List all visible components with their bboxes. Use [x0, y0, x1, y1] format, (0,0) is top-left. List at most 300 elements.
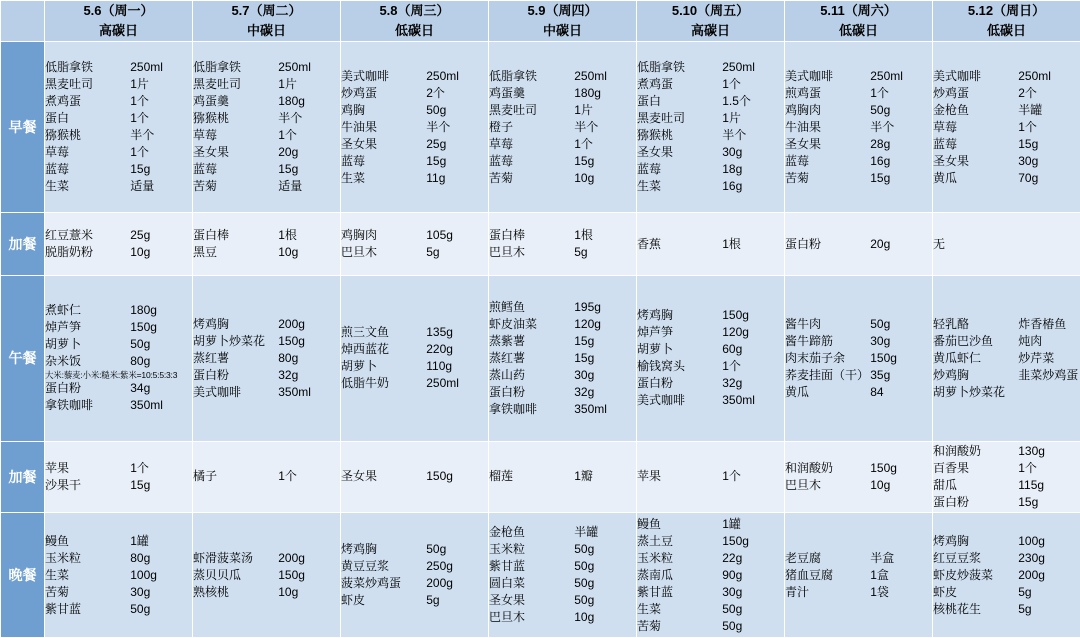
item-row: [489, 367, 636, 384]
item-qty: 100g: [130, 567, 157, 582]
item-row: [637, 341, 784, 358]
item-qty: 350ml: [278, 384, 311, 399]
item-list: [45, 302, 192, 415]
header-date-4: 5.10（周五）: [671, 3, 750, 18]
item-name: 圣女果: [489, 593, 526, 608]
item-row: [489, 350, 636, 367]
item-name: 蒸贝贝瓜: [193, 567, 242, 582]
item-name: 鸡蛋羹: [193, 94, 230, 109]
item-name: 煎三文鱼: [341, 325, 390, 340]
item-qty: 15g: [130, 477, 151, 492]
item-qty: 150g: [870, 460, 897, 475]
item-name: 番茄巴沙鱼: [933, 333, 994, 348]
header-day-1: [193, 1, 341, 42]
item-name: 黑麦吐司: [637, 111, 686, 126]
item-qty: 1根: [278, 228, 297, 242]
item-row: [193, 161, 340, 178]
item-row: [785, 119, 932, 136]
item-row: [933, 236, 1080, 253]
item-list: [341, 468, 488, 485]
item-row: [489, 384, 636, 401]
item-qty: 2个: [1018, 85, 1037, 100]
item-name: 美式咖啡: [637, 393, 686, 408]
meal-cell-4-4: [637, 513, 785, 638]
item-qty: 1片: [574, 102, 593, 117]
item-row: [341, 136, 488, 153]
item-row: [193, 316, 340, 333]
item-qty: 1个: [1018, 460, 1037, 475]
item-name: 拿铁咖啡: [45, 398, 94, 413]
item-qty: 180g: [278, 94, 305, 109]
item-row: [637, 144, 784, 161]
item-name: 炒鸡蛋: [933, 85, 970, 100]
item-qty: 15g: [574, 153, 595, 168]
item-qty: 80g: [278, 350, 299, 365]
item-qty: 5g: [426, 593, 440, 608]
item-list: [489, 227, 636, 261]
item-row: [341, 85, 488, 102]
corner-cell: [1, 1, 45, 42]
item-row: [341, 575, 488, 592]
item-row: [341, 592, 488, 609]
item-qty: 炒芹菜: [1018, 350, 1055, 365]
item-qty: 1个: [722, 469, 741, 484]
item-name: 脱脂奶粉: [45, 245, 94, 260]
item-name: 黑麦吐司: [45, 77, 94, 92]
item-name: 虾滑菠菜汤: [193, 550, 254, 565]
header-date-5: 5.11（周六）: [820, 3, 897, 18]
item-name: 蒸红薯: [193, 350, 230, 365]
item-name: 黄豆豆浆: [341, 559, 390, 574]
meal-cell-2-1: [193, 275, 341, 441]
item-name: 苦菊: [637, 618, 662, 633]
item-row: [489, 333, 636, 350]
meal-cell-2-6: [933, 275, 1080, 441]
item-row: [489, 541, 636, 558]
item-list: [933, 236, 1080, 253]
item-row: [933, 367, 1080, 384]
item-row: [45, 397, 192, 414]
item-name: 蛋白棒: [489, 228, 526, 242]
item-qty: 30g: [130, 584, 151, 599]
item-qty: 半个: [722, 128, 747, 143]
item-row: [785, 153, 932, 170]
item-qty: 130g: [1018, 443, 1045, 458]
item-row: [933, 550, 1080, 567]
item-name: 炒鸡胸: [933, 367, 970, 382]
item-name: 巴旦木: [489, 245, 526, 260]
item-qty: [1018, 384, 1080, 401]
item-qty: 35g: [870, 367, 891, 382]
item-qty: 5g: [1018, 584, 1032, 599]
item-name: 蛋白粉: [933, 494, 970, 509]
item-qty: 60g: [722, 342, 743, 357]
item-name: 蛋白粉: [637, 376, 674, 391]
item-name: 草莓: [193, 128, 218, 143]
item-name: 老豆腐: [785, 550, 822, 565]
item-list: [785, 550, 932, 601]
item-name: 圣女果: [341, 136, 378, 151]
item-row: [637, 584, 784, 601]
item-row: [45, 353, 192, 370]
item-qty: 半罐: [1018, 102, 1043, 117]
item-qty: 1个: [722, 77, 741, 92]
item-name: 轻乳酪: [933, 316, 970, 331]
item-row: [45, 319, 192, 336]
item-qty: 半个: [870, 119, 895, 134]
item-name: 和润酸奶: [933, 443, 982, 458]
item-row: [45, 161, 192, 178]
item-name: 低脂拿铁: [45, 60, 94, 75]
item-row: [933, 136, 1080, 153]
item-name: 草莓: [489, 136, 514, 151]
item-name: 肉末茄子余: [785, 350, 846, 365]
item-name: 蓝莓: [45, 162, 70, 177]
item-list: [193, 316, 340, 401]
item-qty: 115g: [1018, 477, 1045, 492]
item-qty: 1罐: [130, 533, 149, 548]
item-qty: 1盒: [870, 567, 889, 582]
header-day-2: [341, 1, 489, 42]
meal-cell-1-2: [341, 213, 489, 275]
item-qty: 32g: [722, 376, 743, 391]
item-qty: 50g: [574, 576, 595, 591]
item-row: [785, 333, 932, 350]
item-qty: 50g: [722, 618, 743, 633]
item-name: 杂米饭: [45, 353, 82, 368]
item-qty: 150g: [278, 333, 305, 348]
item-row: [193, 350, 340, 367]
item-name: 紫甘蓝: [637, 584, 674, 599]
item-name: 蛋白粉: [785, 236, 822, 251]
item-name: 和润酸奶: [785, 460, 834, 475]
item-qty: 150g: [278, 567, 305, 582]
item-row: [637, 618, 784, 635]
item-name: 榆钱窝头: [637, 359, 686, 374]
item-row: [785, 477, 932, 494]
item-row: [933, 85, 1080, 102]
item-row: [785, 550, 932, 567]
item-qty: 110g: [426, 359, 453, 374]
header-type-5: 低碳日: [838, 23, 878, 39]
item-name: 红豆薏米: [45, 228, 94, 242]
item-name: 蛋白粉: [45, 381, 82, 396]
item-row: [193, 93, 340, 110]
item-qty: 32g: [574, 384, 595, 399]
item-row: [785, 102, 932, 119]
item-name: 荞麦挂面（干）: [785, 367, 870, 382]
item-name: 圣女果: [933, 153, 970, 168]
item-qty: 1片: [722, 111, 741, 126]
item-row: [785, 236, 932, 253]
item-qty: 180g: [574, 85, 601, 100]
item-row: [637, 324, 784, 341]
item-row: [489, 609, 636, 626]
item-qty: 1片: [278, 77, 297, 92]
meal-cell-1-6: [933, 213, 1080, 275]
item-list: [785, 236, 932, 253]
item-qty: 50g: [870, 102, 891, 117]
item-qty: 25g: [426, 136, 447, 151]
item-qty: 适量: [130, 179, 155, 194]
item-name: 猕猴桃: [45, 128, 82, 143]
item-name: 香蕉: [637, 236, 662, 251]
item-name: 蛋白粉: [489, 384, 526, 399]
item-qty: 1个: [278, 469, 297, 484]
meal-cell-1-1: [193, 213, 341, 275]
item-row: [341, 358, 488, 375]
meal-cell-3-6: [933, 441, 1080, 513]
item-name: 蓝莓: [637, 162, 662, 177]
item-name: 蒸红薯: [489, 350, 526, 365]
item-list: [341, 68, 488, 187]
item-row: [489, 68, 636, 85]
item-name: 生菜: [341, 170, 366, 185]
item-qty: 半个: [426, 119, 451, 134]
item-row: [341, 244, 488, 261]
item-name: 玉米粒: [45, 550, 82, 565]
item-qty: 34g: [130, 381, 151, 396]
item-row: [341, 468, 488, 485]
meal-cell-3-4: [637, 441, 785, 513]
item-name: 苦菊: [785, 170, 810, 185]
item-row: [341, 227, 488, 244]
item-name: 低脂拿铁: [193, 60, 242, 75]
item-name: 紫甘蓝: [489, 559, 526, 574]
meal-cell-0-0: [45, 42, 193, 213]
item-row: [933, 68, 1080, 85]
item-row: [489, 401, 636, 418]
item-row: [933, 350, 1080, 367]
item-qty: 30g: [574, 367, 595, 382]
item-qty: 90g: [722, 567, 743, 582]
item-qty: 20g: [278, 145, 299, 160]
item-list: [637, 59, 784, 195]
item-qty: 250ml: [426, 376, 459, 391]
item-name: 鸡胸肉: [341, 228, 378, 242]
item-qty: 15g: [574, 333, 595, 348]
item-row: [489, 136, 636, 153]
item-row: [341, 341, 488, 358]
item-qty: 10g: [574, 610, 595, 625]
item-row: [45, 227, 192, 244]
item-name: 紫甘蓝: [45, 601, 82, 616]
meal-cell-2-4: [637, 275, 785, 441]
item-name: 沙果干: [45, 477, 82, 492]
meal-label-2: 午餐: [1, 275, 45, 441]
item-row: [193, 550, 340, 567]
item-qty: 84: [870, 384, 884, 399]
item-name: 猕猴桃: [193, 111, 230, 126]
meal-cell-2-5: [785, 275, 933, 441]
item-qty: 50g: [574, 542, 595, 557]
item-name: 胡萝卜炒菜花: [193, 333, 266, 348]
item-qty: 120g: [574, 316, 601, 331]
item-row: [933, 153, 1080, 170]
item-list: [637, 236, 784, 253]
item-row: [45, 144, 192, 161]
item-name: 圣女果: [193, 145, 230, 160]
meal-cell-2-0: [45, 275, 193, 441]
item-row: [193, 244, 340, 261]
item-name: 玉米粒: [637, 550, 674, 565]
item-name: 圆白菜: [489, 576, 526, 591]
meal-row-2: [1, 275, 1080, 441]
item-name: 焯芦笋: [45, 319, 82, 334]
item-qty: 350ml: [722, 393, 755, 408]
item-list: [637, 307, 784, 409]
item-row: [45, 244, 192, 261]
item-qty: 10g: [130, 245, 151, 260]
meal-label-1: 加餐: [1, 213, 45, 275]
item-qty: 半罐: [574, 525, 599, 540]
header-type-0: 高碳日: [98, 23, 138, 39]
meal-cell-0-1: [193, 42, 341, 213]
item-row: [489, 592, 636, 609]
meal-cell-1-4: [637, 213, 785, 275]
item-name: 低脂拿铁: [489, 68, 538, 83]
item-list: [489, 299, 636, 418]
item-row: [489, 575, 636, 592]
meal-cell-4-5: [785, 513, 933, 638]
item-name: 焯西蓝花: [341, 342, 390, 357]
item-row: [341, 153, 488, 170]
item-qty: 15g: [426, 153, 447, 168]
item-name: 蛋白粉: [193, 367, 230, 382]
item-name: 煎鸡蛋: [785, 85, 822, 100]
item-name: 黄瓜: [785, 384, 810, 399]
item-row: [45, 76, 192, 93]
meal-cell-4-6: [933, 513, 1080, 638]
item-name: 煮虾仁: [45, 302, 82, 317]
item-row: [489, 558, 636, 575]
item-name: 红豆豆浆: [933, 550, 982, 565]
item-list: [933, 68, 1080, 187]
item-row: [341, 375, 488, 392]
item-qty: 1.5个: [722, 94, 751, 109]
item-row: [193, 76, 340, 93]
meal-row-4: [1, 513, 1080, 638]
item-row: [933, 170, 1080, 187]
item-row: [341, 170, 488, 187]
item-qty: 炸香椿鱼: [1018, 316, 1067, 331]
item-row: [45, 302, 192, 319]
meal-label-4: 晚餐: [1, 513, 45, 638]
item-name: 鸡胸肉: [785, 102, 822, 117]
item-name: 巴旦木: [489, 610, 526, 625]
item-row: [785, 85, 932, 102]
item-row: [341, 68, 488, 85]
item-name: 牛油果: [341, 119, 378, 134]
item-name: 美式咖啡: [785, 68, 834, 83]
meal-cell-4-2: [341, 513, 489, 638]
meal-row-0: [1, 42, 1080, 213]
header-type-1: 中碳日: [246, 23, 286, 39]
item-row: [45, 59, 192, 76]
item-qty: 250ml: [278, 60, 311, 75]
item-row: [637, 93, 784, 110]
item-row: [637, 76, 784, 93]
item-list: [489, 468, 636, 485]
item-name: 蓝莓: [785, 153, 810, 168]
item-qty: 18g: [722, 162, 743, 177]
item-qty: 1根: [722, 236, 741, 251]
item-row: [637, 567, 784, 584]
item-qty: 250g: [426, 559, 453, 574]
header-day-6: [933, 1, 1080, 42]
item-qty: 50g: [870, 316, 891, 331]
item-qty: 230g: [1018, 550, 1045, 565]
meal-cell-1-5: [785, 213, 933, 275]
item-qty: 1个: [130, 94, 149, 109]
item-qty: 15g: [130, 162, 151, 177]
item-name: 蒸土豆: [637, 533, 674, 548]
meal-cell-0-2: [341, 42, 489, 213]
item-row: [637, 59, 784, 76]
item-name: 黑豆: [193, 245, 218, 260]
header-date-6: 5.12（周日）: [967, 3, 1046, 18]
item-qty: 180g: [130, 302, 157, 317]
item-qty: 半个: [574, 119, 599, 134]
item-row: [933, 533, 1080, 550]
item-qty: 1个: [574, 136, 593, 151]
item-name: 菠菜炒鸡蛋: [341, 576, 402, 591]
item-name: 拿铁咖啡: [489, 401, 538, 416]
item-row: [193, 227, 340, 244]
item-row: [933, 477, 1080, 494]
item-qty: 250ml: [1018, 68, 1051, 83]
meal-cell-4-3: [489, 513, 637, 638]
item-name: 苦菊: [45, 584, 70, 599]
item-list: [489, 524, 636, 626]
item-qty: 30g: [722, 584, 743, 599]
item-qty: 50g: [426, 542, 447, 557]
header-date-2: 5.8（周三）: [379, 3, 450, 18]
item-qty: 15g: [1018, 494, 1039, 509]
item-row: [785, 136, 932, 153]
item-name: 烤鸡胸: [341, 542, 378, 557]
item-row: [933, 443, 1080, 460]
item-qty: 1根: [574, 228, 593, 242]
header-type-4: 高碳日: [690, 23, 730, 39]
item-name: 炒鸡蛋: [341, 85, 378, 100]
item-qty: 16g: [722, 179, 743, 194]
item-name: 草莓: [45, 145, 70, 160]
item-qty: 10g: [574, 170, 595, 185]
item-qty: 半盒: [870, 550, 895, 565]
item-row: [933, 584, 1080, 601]
header-day-4: [637, 1, 785, 42]
item-qty: 1个: [130, 145, 149, 160]
item-qty: 50g: [574, 593, 595, 608]
item-row: [637, 533, 784, 550]
item-qty: 22g: [722, 550, 743, 565]
item-name: 生菜: [637, 179, 662, 194]
item-qty: 200g: [278, 550, 305, 565]
header-date-0: 5.6（周一）: [83, 3, 154, 18]
item-row: [637, 375, 784, 392]
item-name: 核桃花生: [933, 601, 982, 616]
item-row: [489, 244, 636, 261]
item-row: [341, 558, 488, 575]
item-row: [785, 384, 932, 401]
item-qty: 50g: [426, 102, 447, 117]
item-row: [933, 102, 1080, 119]
item-row: [45, 584, 192, 601]
item-name: 苦菊: [193, 179, 218, 194]
item-row: [193, 144, 340, 161]
item-name: 黄瓜虾仁: [933, 350, 982, 365]
